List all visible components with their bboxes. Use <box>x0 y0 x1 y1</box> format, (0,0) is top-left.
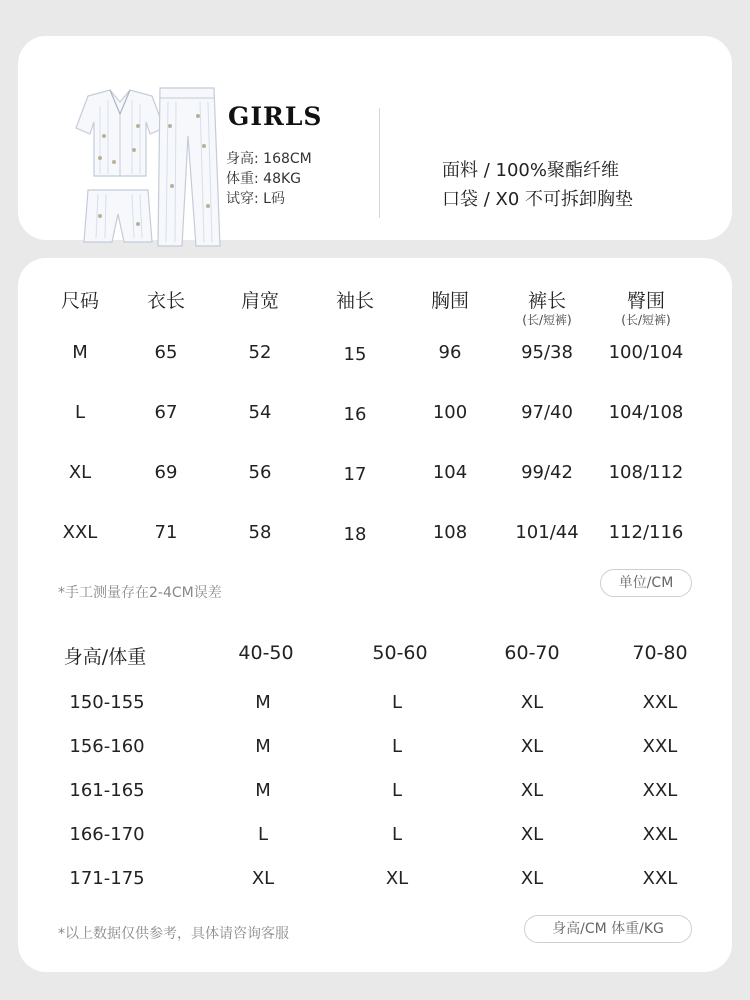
size-cell: XL <box>68 462 92 483</box>
recommend-cell: 156-160 <box>69 736 145 757</box>
recommend-cell: XXL <box>642 824 678 845</box>
recommend-cell: XL <box>520 736 544 757</box>
size-cell: 65 <box>154 342 178 363</box>
size-cell: 112/116 <box>608 522 684 543</box>
recommend-cell: XL <box>520 692 544 713</box>
recommend-cell: XXL <box>642 780 678 801</box>
recommend-cell: M <box>255 780 271 801</box>
recommend-cell: XXL <box>642 736 678 757</box>
recommend-cell: XL <box>385 868 409 889</box>
recommend-cell: XL <box>520 824 544 845</box>
header-pants-length-sub: (长/短裤) <box>522 313 572 327</box>
unit-badge-height-weight: 身高/CM 体重/KG <box>524 915 692 943</box>
recommend-cell: XL <box>251 868 275 889</box>
size-cell: 56 <box>248 462 272 483</box>
size-cell: 108 <box>432 522 468 543</box>
recommend-cell: M <box>255 736 271 757</box>
recommend-cell: 171-175 <box>69 868 145 889</box>
size-cell: L <box>74 402 86 423</box>
header-weight-range: 70-80 <box>632 642 688 664</box>
recommend-cell: 161-165 <box>69 780 145 801</box>
header-hip: 臀围 <box>626 290 666 312</box>
recommend-cell: XXL <box>642 692 678 713</box>
model-height: 身高: 168CM <box>226 151 312 167</box>
size-cell: 99/42 <box>521 462 573 483</box>
header-size: 尺码 <box>60 290 100 312</box>
size-cell: 16 <box>343 404 367 425</box>
product-info-card <box>18 36 732 240</box>
fabric-info: 面料 / 100%聚酯纤维 <box>442 160 619 181</box>
header-chest: 胸围 <box>430 290 470 312</box>
recommend-cell: L <box>391 780 403 801</box>
size-cell: 100 <box>432 402 468 423</box>
header-length: 衣长 <box>146 290 186 312</box>
header-shoulder: 肩宽 <box>240 290 280 312</box>
header-hip-sub: (长/短裤) <box>621 313 671 327</box>
pajama-set-image <box>48 66 238 256</box>
size-cell: 108/112 <box>608 462 684 483</box>
size-cell: 54 <box>248 402 272 423</box>
vertical-divider <box>379 108 380 218</box>
recommend-cell: L <box>391 692 403 713</box>
size-cell: 69 <box>154 462 178 483</box>
size-cell: 58 <box>248 522 272 543</box>
size-cell: 18 <box>343 524 367 545</box>
model-weight: 体重: 48KG <box>226 171 302 187</box>
header-pants-length: 裤长 <box>527 290 567 312</box>
header-sleeve: 袖长 <box>335 290 375 312</box>
size-cell: 101/44 <box>515 522 579 543</box>
unit-badge: 单位/CM <box>600 569 692 597</box>
size-cell: M <box>72 342 88 363</box>
model-label: GIRLS <box>228 102 323 131</box>
recommend-cell: 166-170 <box>69 824 145 845</box>
header-weight-range: 40-50 <box>238 642 294 664</box>
measurement-note: *手工测量存在2-4CM误差 <box>58 585 222 601</box>
model-tryon-size: 试穿: L码 <box>226 191 285 207</box>
recommend-cell: M <box>255 692 271 713</box>
size-cell: 71 <box>154 522 178 543</box>
recommend-cell: XL <box>520 780 544 801</box>
size-cell: 17 <box>343 464 367 485</box>
recommend-cell: 150-155 <box>69 692 145 713</box>
size-cell: 52 <box>248 342 272 363</box>
size-cell: 15 <box>343 344 367 365</box>
size-cell: 95/38 <box>521 342 573 363</box>
recommend-cell: XL <box>520 868 544 889</box>
size-chart-card <box>18 258 732 972</box>
size-cell: 96 <box>438 342 462 363</box>
recommend-cell: XXL <box>642 868 678 889</box>
header-weight-range: 60-70 <box>504 642 560 664</box>
size-cell: 104/108 <box>608 402 684 423</box>
size-cell: 97/40 <box>521 402 573 423</box>
size-cell: 100/104 <box>608 342 684 363</box>
header-height-weight: 身高/体重 <box>63 646 147 668</box>
recommend-cell: L <box>257 824 269 845</box>
size-cell: 104 <box>432 462 468 483</box>
size-cell: 67 <box>154 402 178 423</box>
reference-note: *以上数据仅供参考，具体请咨询客服 <box>58 926 289 942</box>
pocket-info: 口袋 / X0 不可拆卸胸垫 <box>442 189 634 210</box>
recommend-cell: L <box>391 824 403 845</box>
size-cell: XXL <box>62 522 98 543</box>
header-weight-range: 50-60 <box>372 642 428 664</box>
recommend-cell: L <box>391 736 403 757</box>
